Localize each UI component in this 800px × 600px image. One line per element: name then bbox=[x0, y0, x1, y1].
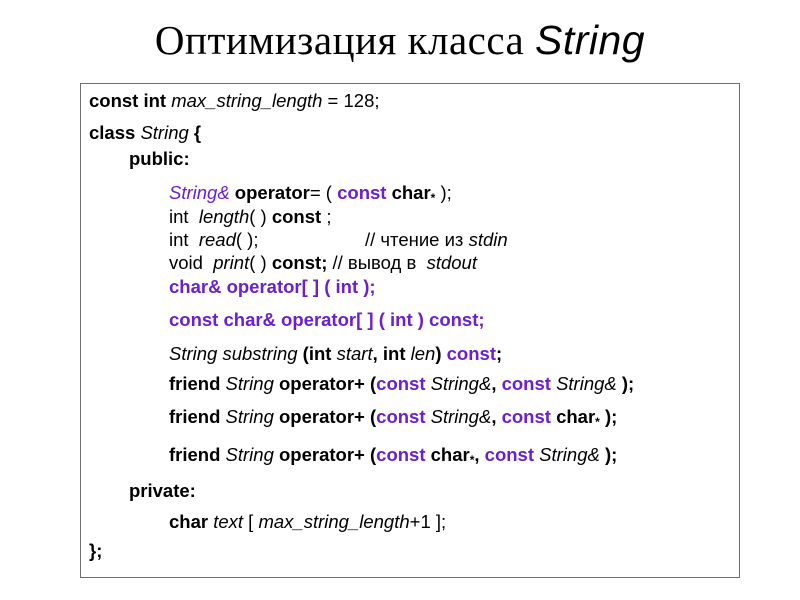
comment-read bbox=[365, 229, 508, 251]
kw-void: void bbox=[169, 252, 203, 273]
open-paren: ( bbox=[369, 373, 377, 394]
pointer-star: * bbox=[430, 191, 436, 205]
code-line-text bbox=[169, 511, 446, 533]
fn-read: read bbox=[198, 229, 236, 250]
slide-title bbox=[0, 14, 800, 66]
kw-const: const bbox=[501, 406, 551, 427]
code-line-length bbox=[169, 206, 331, 228]
semicolon: ; bbox=[321, 252, 328, 273]
fn-print: print bbox=[213, 252, 250, 273]
kw-operator-plus: operator+ bbox=[279, 444, 365, 465]
kw-class: class bbox=[89, 122, 136, 143]
kw-const: const bbox=[376, 406, 426, 427]
comment-print: // вывод в bbox=[327, 252, 422, 273]
parens: ( ); bbox=[235, 229, 259, 250]
title-class-name: String bbox=[535, 17, 646, 63]
member-text: text bbox=[213, 511, 244, 532]
close-paren: ); bbox=[599, 406, 618, 427]
code-line-close: }; bbox=[89, 540, 103, 561]
code-line-substring bbox=[169, 343, 502, 365]
code-line-index: char& operator[ ] ( int ); bbox=[169, 276, 376, 297]
fn-substring: String substring bbox=[169, 343, 298, 364]
code-line-const bbox=[89, 90, 380, 112]
value-128: = 128; bbox=[322, 90, 380, 111]
kw-const: const bbox=[484, 444, 535, 465]
kw-operator: operator bbox=[229, 182, 310, 203]
assign-end: ); bbox=[435, 182, 452, 203]
type-string-ref: String& bbox=[430, 373, 492, 394]
type-string: String bbox=[225, 373, 274, 394]
kw-const-int: const int bbox=[89, 90, 167, 111]
param-len: len bbox=[410, 343, 436, 364]
param-start: start bbox=[336, 343, 373, 364]
semicolon: ; bbox=[495, 343, 503, 364]
kw-int: int bbox=[169, 229, 189, 250]
close-paren: ); bbox=[616, 373, 635, 394]
comma: , bbox=[372, 343, 383, 364]
code-line-friend-2 bbox=[169, 406, 617, 433]
type-string-ref: String& bbox=[539, 444, 600, 465]
kw-friend: friend bbox=[169, 373, 221, 394]
code-box bbox=[80, 83, 740, 578]
open-paren: ( bbox=[369, 406, 377, 427]
kw-const: const bbox=[271, 252, 322, 273]
code-line-friend-3 bbox=[169, 444, 617, 471]
kw-char: char bbox=[386, 182, 431, 203]
comma: , bbox=[491, 406, 502, 427]
kw-operator-plus: operator+ bbox=[279, 406, 365, 427]
kw-operator-plus: operator+ bbox=[279, 373, 365, 394]
ident-string: String bbox=[140, 122, 189, 143]
open-paren: ( bbox=[369, 444, 377, 465]
open-paren: ( bbox=[297, 343, 309, 364]
comma: , bbox=[474, 444, 485, 465]
plus-one: +1 ]; bbox=[409, 511, 447, 532]
kw-const: const bbox=[501, 373, 551, 394]
ident-max-length: max_string_length bbox=[171, 90, 323, 111]
close-paren: ); bbox=[599, 444, 618, 465]
kw-friend: friend bbox=[169, 406, 221, 427]
code-line-index-const: const char& operator[ ] ( int ) const; bbox=[169, 309, 485, 330]
kw-const: const bbox=[337, 182, 387, 203]
semicolon: ; bbox=[321, 206, 332, 227]
kw-int: int bbox=[169, 206, 189, 227]
comma: , bbox=[491, 373, 502, 394]
kw-const: const bbox=[271, 206, 322, 227]
kw-char: char bbox=[169, 511, 209, 532]
kw-const: const bbox=[376, 444, 426, 465]
type-string: String bbox=[225, 406, 274, 427]
code-line-public bbox=[129, 148, 190, 170]
kw-char: char bbox=[430, 444, 470, 465]
ident-max-length: max_string_length bbox=[258, 511, 410, 532]
kw-private: private: bbox=[129, 480, 196, 501]
kw-int: int bbox=[308, 343, 332, 364]
stdin-ident: stdin bbox=[468, 229, 508, 250]
kw-public: public: bbox=[129, 148, 190, 169]
assign-paren: = ( bbox=[309, 182, 338, 203]
kw-const: const bbox=[446, 343, 496, 364]
open-brace: { bbox=[188, 122, 202, 143]
kw-friend: friend bbox=[169, 444, 221, 465]
close-paren: ) bbox=[435, 343, 447, 364]
stdout-ident: stdout bbox=[426, 252, 477, 273]
open-bracket: [ bbox=[243, 511, 259, 532]
comment-text: // чтение из bbox=[365, 229, 469, 250]
code-line-print bbox=[169, 252, 477, 274]
type-string-ref: String& bbox=[169, 182, 230, 203]
pointer-star: * bbox=[469, 453, 475, 467]
code-line-read bbox=[169, 229, 508, 251]
parens: ( ) bbox=[249, 206, 272, 227]
code-line-friend-1 bbox=[169, 373, 634, 395]
pointer-star: * bbox=[595, 415, 600, 429]
type-string-ref: String& bbox=[430, 406, 492, 427]
type-string: String bbox=[225, 444, 274, 465]
fn-length: length bbox=[198, 206, 250, 227]
title-text: Оптимизация класса bbox=[154, 17, 525, 63]
parens: ( ) bbox=[249, 252, 272, 273]
code-line-assign bbox=[169, 182, 452, 209]
type-string-ref: String& bbox=[556, 373, 617, 394]
code-line-class bbox=[89, 122, 201, 144]
code-line-private bbox=[129, 480, 196, 502]
kw-int: int bbox=[382, 343, 406, 364]
kw-const: const bbox=[376, 373, 426, 394]
kw-char: char bbox=[556, 406, 596, 427]
